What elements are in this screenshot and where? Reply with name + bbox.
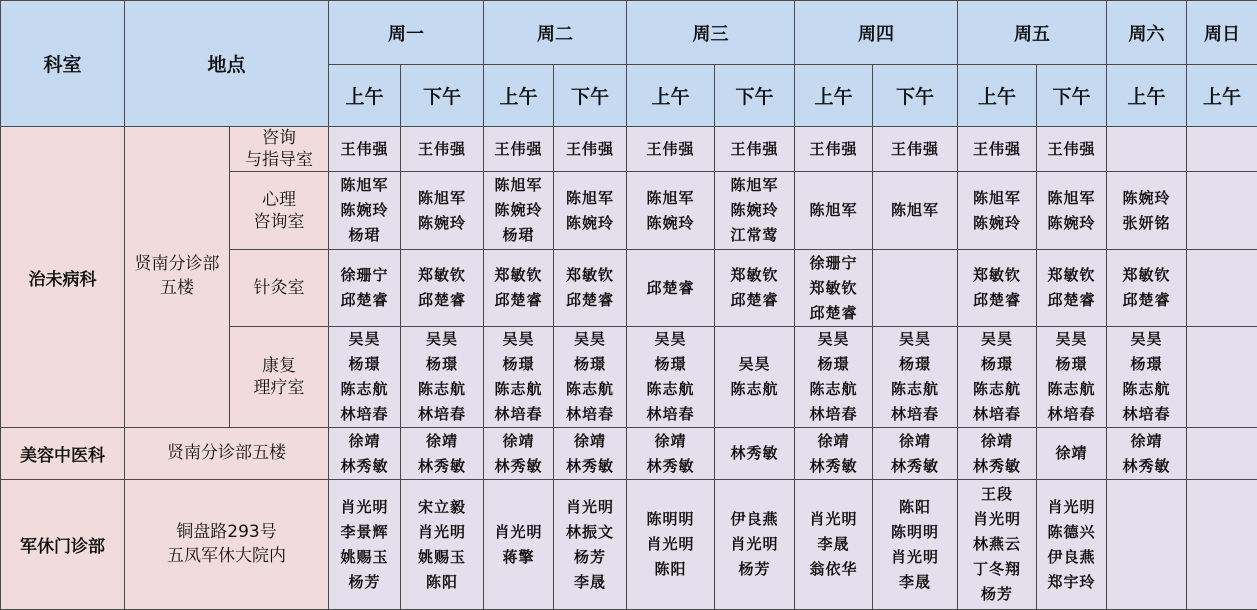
doctor-name: 吴昊 [627,327,714,352]
wed-am-header: 上午 [627,65,715,127]
schedule-cell [1037,172,1107,250]
schedule-cell [795,172,873,250]
doctor-name: 郑敏钦 [715,263,794,288]
doctor-name: 肖光明 [329,495,400,520]
doctor-name: 杨璟 [554,352,626,377]
doctor-name: 林培春 [401,402,483,427]
doctor-name: 徐靖 [329,429,400,454]
schedule-cell [1187,327,1257,428]
doctor-name: 郑敏钦 [1107,263,1186,288]
day-header-sat: 周六 [1107,1,1187,65]
doctor-name: 林振文 [554,520,626,545]
doctor-name: 邱楚睿 [401,288,483,313]
schedule-cell [715,250,795,327]
doctor-name: 陈旭军 [873,198,957,223]
day-header-tue: 周二 [484,1,627,65]
department-name: 治未病科 [1,127,125,428]
room-name [230,172,329,250]
doctor-name: 肖光明 [484,520,553,545]
doctor-name: 吴昊 [1037,327,1106,352]
department-location [125,127,230,428]
schedule-cell [873,327,958,428]
doctor-name: 陈志航 [1037,377,1106,402]
doctor-name: 王伟强 [958,137,1036,162]
doctor-name: 陈旭军 [554,186,626,211]
doctor-name: 邱楚睿 [1037,288,1106,313]
schedule-cell [401,127,484,172]
doctor-name: 陈婉玲 [329,198,400,223]
doctor-name: 林培春 [1107,402,1186,427]
doctor-name: 陈旭军 [484,173,553,198]
mon-am-header: 上午 [329,65,401,127]
doctor-name: 陈志航 [554,377,626,402]
department-row [1,480,1257,610]
schedule-cell [1107,428,1187,480]
doctor-name: 吴昊 [795,327,872,352]
doctor-name: 陈志航 [484,377,553,402]
schedule-cell [795,127,873,172]
day-header-mon: 周一 [329,1,484,65]
schedule-cell [1037,480,1107,610]
doctor-name: 郑敏钦 [554,263,626,288]
doctor-name: 徐靖 [795,429,872,454]
doctor-name: 陈德兴 [1037,520,1106,545]
doctor-name: 蒋擎 [484,545,553,570]
doctor-name: 江常莺 [715,223,794,248]
doctor-name: 林秀敏 [958,454,1036,479]
doctor-name: 徐靖 [1037,441,1106,466]
doctor-name: 王伟强 [873,137,957,162]
doctor-name: 邱楚睿 [329,288,400,313]
location-line: 贤南分诊部五楼 [125,442,328,466]
schedule-cell [554,428,627,480]
room-name-line: 理疗室 [230,377,328,399]
doctor-name: 李晟 [873,570,957,595]
schedule-cell [795,250,873,327]
schedule-cell [627,428,715,480]
doctor-name: 林培春 [627,402,714,427]
doctor-name: 伊良燕 [1037,545,1106,570]
doctor-name: 林培春 [484,402,553,427]
day-header-thu: 周四 [795,1,958,65]
doctor-name: 林培春 [795,402,872,427]
doctor-name: 郑敏钦 [484,263,553,288]
doctor-name: 陈旭军 [401,186,483,211]
doctor-name: 林培春 [1037,402,1106,427]
room-name-line: 咨询 [230,127,328,149]
doctor-name: 陈志航 [958,377,1036,402]
location-line: 贤南分诊部 [125,253,229,277]
tue-am-header: 上午 [484,65,554,127]
doctor-name: 林秀敏 [484,454,553,479]
schedule-cell [1187,250,1257,327]
doctor-name: 林培春 [873,402,957,427]
doctor-name: 陈婉玲 [1107,186,1186,211]
schedule-cell [715,127,795,172]
doctor-name: 王伟强 [401,137,483,162]
doctor-name: 林秀敏 [873,454,957,479]
schedule-cell [958,127,1037,172]
doctor-name: 林培春 [958,402,1036,427]
doctor-name: 王伟强 [1037,137,1106,162]
schedule-cell [401,428,484,480]
sun-am-header: 上午 [1187,65,1257,127]
schedule-cell [329,127,401,172]
schedule-cell [958,428,1037,480]
location-line: 五凤军休大院内 [125,545,328,569]
doctor-name: 郑敏钦 [1037,263,1106,288]
doctor-name: 林秀敏 [627,454,714,479]
schedule-cell [554,480,627,610]
schedule-cell [401,250,484,327]
department-name: 美容中医科 [1,428,125,480]
schedule-cell [1037,428,1107,480]
schedule-cell [484,327,554,428]
doctor-name: 杨珺 [329,223,400,248]
doctor-name: 陈明明 [627,507,714,532]
doctor-name: 杨芳 [554,545,626,570]
department-name: 军休门诊部 [1,480,125,610]
doctor-name: 林秀敏 [715,441,794,466]
schedule-cell [401,172,484,250]
location-header: 地点 [125,1,329,127]
schedule-cell [484,480,554,610]
room-name-line: 针灸室 [230,277,328,299]
schedule-cell [873,127,958,172]
schedule-cell [1037,127,1107,172]
header-row-days [1,1,1257,65]
schedule-cell [795,327,873,428]
doctor-name: 邱楚睿 [1107,288,1186,313]
doctor-name: 吴昊 [715,352,794,377]
doctor-name: 翁依华 [795,557,872,582]
doctor-name: 李晟 [795,532,872,557]
department-location [125,428,329,480]
doctor-name: 陈志航 [715,377,794,402]
doctor-name: 邱楚睿 [958,288,1036,313]
department-row [1,428,1257,480]
doctor-name: 吴昊 [958,327,1036,352]
schedule-cell [1037,327,1107,428]
doctor-name: 王伟强 [484,137,553,162]
schedule-cell [1107,127,1187,172]
doctor-name: 吴昊 [484,327,553,352]
doctor-name: 林秀敏 [401,454,483,479]
doctor-name: 林培春 [554,402,626,427]
doctor-name: 杨芳 [958,582,1036,607]
doctor-name: 陈旭军 [329,173,400,198]
doctor-name: 林秀敏 [329,454,400,479]
schedule-cell [484,250,554,327]
tue-pm-header: 下午 [554,65,627,127]
doctor-name: 林燕云 [958,532,1036,557]
doctor-name: 徐靖 [627,429,714,454]
doctor-name: 杨珺 [484,223,553,248]
schedule-cell [795,428,873,480]
doctor-name: 陈志航 [627,377,714,402]
schedule-cell [627,480,715,610]
doctor-name: 吴昊 [1107,327,1186,352]
schedule-cell [627,127,715,172]
room-name-line: 康复 [230,355,328,377]
doctor-name: 杨璟 [1037,352,1106,377]
doctor-name: 杨璟 [401,352,483,377]
doctor-name: 丁冬翔 [958,557,1036,582]
sat-am-header: 上午 [1107,65,1187,127]
doctor-name: 王伟强 [627,137,714,162]
doctor-name: 张妍铭 [1107,211,1186,236]
doctor-name: 伊良燕 [715,507,794,532]
schedule-cell [329,250,401,327]
schedule-cell [1107,250,1187,327]
schedule-cell [401,327,484,428]
doctor-name: 王伟强 [715,137,794,162]
doctor-name: 肖光明 [715,532,794,557]
doctor-name: 陈旭军 [1037,186,1106,211]
location-line: 五楼 [125,277,229,301]
doctor-name: 杨璟 [873,352,957,377]
doctor-name: 杨璟 [1107,352,1186,377]
doctor-name: 陈阳 [627,557,714,582]
doctor-name: 郑宇玲 [1037,570,1106,595]
doctor-name: 陈婉玲 [401,211,483,236]
doctor-name: 吴昊 [554,327,626,352]
doctor-name: 林培春 [329,402,400,427]
doctor-name: 陈旭军 [958,186,1036,211]
doctor-name: 邱楚睿 [627,276,714,301]
doctor-name: 陈旭军 [715,173,794,198]
doctor-name: 宋立毅 [401,495,483,520]
room-name-line: 心理 [230,189,328,211]
schedule-cell [1187,127,1257,172]
doctor-name: 姚赐玉 [401,545,483,570]
doctor-name: 邱楚睿 [484,288,553,313]
schedule-cell [329,428,401,480]
schedule-cell [715,327,795,428]
doctor-name: 杨璟 [329,352,400,377]
schedule-cell [329,172,401,250]
doctor-name: 王段 [958,482,1036,507]
doctor-name: 郑敏钦 [795,276,872,301]
doctor-name: 杨芳 [715,557,794,582]
doctor-name: 陈婉玲 [715,198,794,223]
doctor-name: 杨璟 [958,352,1036,377]
doctor-name: 陈志航 [1107,377,1186,402]
doctor-name: 徐靖 [958,429,1036,454]
schedule-cell [484,127,554,172]
doctor-name: 王伟强 [329,137,400,162]
schedule-cell [627,172,715,250]
fri-am-header: 上午 [958,65,1037,127]
schedule-cell [329,327,401,428]
doctor-name: 徐珊宁 [329,263,400,288]
schedule-cell [554,127,627,172]
department-location [125,480,329,610]
doctor-name: 肖光明 [401,520,483,545]
schedule-cell [1187,480,1257,610]
doctor-name: 邱楚睿 [795,301,872,326]
doctor-name: 杨璟 [795,352,872,377]
doctor-name: 郑敏钦 [401,263,483,288]
doctor-name: 徐靖 [484,429,553,454]
schedule-cell [554,250,627,327]
doctor-name: 陈志航 [401,377,483,402]
schedule-cell [1107,327,1187,428]
schedule-cell [1187,428,1257,480]
doctor-name: 徐靖 [401,429,483,454]
room-name [230,327,329,428]
doctor-name: 王伟强 [795,137,872,162]
doctor-name: 肖光明 [1037,495,1106,520]
doctor-name: 吴昊 [873,327,957,352]
day-header-sun: 周日 [1187,1,1257,65]
schedule-cell [554,327,627,428]
doctor-name: 徐靖 [554,429,626,454]
schedule-cell [873,480,958,610]
doctor-name: 陈志航 [873,377,957,402]
schedule-cell [958,250,1037,327]
doctor-name: 陈明明 [873,520,957,545]
wed-pm-header: 下午 [715,65,795,127]
schedule-cell [627,327,715,428]
doctor-name: 陈婉玲 [958,211,1036,236]
doctor-name: 肖光明 [627,532,714,557]
doctor-name: 肖光明 [873,545,957,570]
room-name [230,127,329,172]
doctor-name: 李晟 [554,570,626,595]
schedule-cell [873,250,958,327]
doctor-name: 陈婉玲 [554,211,626,236]
thu-pm-header: 下午 [873,65,958,127]
location-line: 铜盘路293号 [125,521,328,545]
schedule-cell [554,172,627,250]
schedule-cell [484,172,554,250]
schedule-cell [401,480,484,610]
room-name-line: 与指导室 [230,149,328,171]
doctor-name: 肖光明 [554,495,626,520]
schedule-cell [1107,480,1187,610]
doctor-name: 肖光明 [795,507,872,532]
doctor-name: 陈旭军 [627,186,714,211]
doctor-name: 徐珊宁 [795,251,872,276]
day-header-fri: 周五 [958,1,1107,65]
doctor-name: 王伟强 [554,137,626,162]
fri-pm-header: 下午 [1037,65,1107,127]
doctor-name: 杨璟 [627,352,714,377]
doctor-name: 陈阳 [873,495,957,520]
day-header-wed: 周三 [627,1,795,65]
doctor-name: 肖光明 [958,507,1036,532]
doctor-name: 杨芳 [329,570,400,595]
doctor-name: 郑敏钦 [958,263,1036,288]
doctor-name: 吴昊 [329,327,400,352]
doctor-name: 陈旭军 [795,198,872,223]
schedule-cell [1107,172,1187,250]
schedule-cell [715,480,795,610]
room-name [230,250,329,327]
doctor-name: 李景辉 [329,520,400,545]
department-header: 科室 [1,1,125,127]
schedule-cell [958,327,1037,428]
doctor-name: 邱楚睿 [554,288,626,313]
schedule-cell [873,428,958,480]
doctor-name: 林秀敏 [554,454,626,479]
thu-am-header: 上午 [795,65,873,127]
schedule-cell [958,172,1037,250]
schedule-cell [873,172,958,250]
schedule-cell [329,480,401,610]
doctor-name: 陈婉玲 [484,198,553,223]
schedule-cell [715,172,795,250]
schedule-cell [1037,250,1107,327]
doctor-name: 陈志航 [795,377,872,402]
doctor-name: 杨璟 [484,352,553,377]
room-name-line: 咨询室 [230,211,328,233]
doctor-name: 陈婉玲 [1037,211,1106,236]
schedule-cell [484,428,554,480]
doctor-name: 林秀敏 [1107,454,1186,479]
doctor-name: 陈婉玲 [627,211,714,236]
doctor-name: 姚赐玉 [329,545,400,570]
doctor-name: 陈志航 [329,377,400,402]
schedule-cell [715,428,795,480]
schedule-cell [795,480,873,610]
doctor-name: 徐靖 [1107,429,1186,454]
mon-pm-header: 下午 [401,65,484,127]
doctor-name: 徐靖 [873,429,957,454]
doctor-name: 邱楚睿 [715,288,794,313]
schedule-cell [1187,172,1257,250]
room-row [1,127,1257,172]
doctor-name: 林秀敏 [795,454,872,479]
schedule-cell [627,250,715,327]
schedule-cell [958,480,1037,610]
doctor-name: 吴昊 [401,327,483,352]
doctor-name: 陈阳 [401,570,483,595]
